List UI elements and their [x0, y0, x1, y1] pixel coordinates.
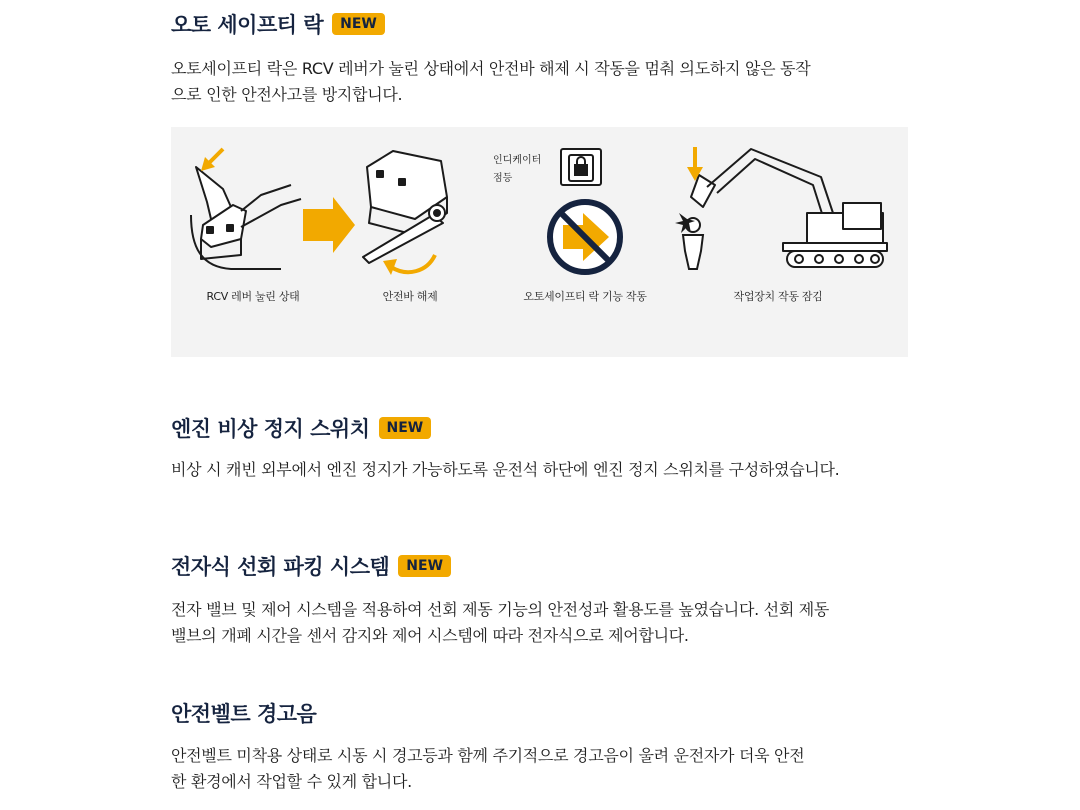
section-body-auto-safety-lock: [171, 56, 916, 108]
body-line: 으로 인한 안전사고를 방지합니다.: [171, 85, 403, 104]
safety-bar-icon: [363, 151, 447, 263]
step-arrow-icon: [303, 197, 355, 253]
section-title-text: 오토 세이프티 락: [171, 13, 324, 37]
section-title-swing-parking: [171, 551, 451, 581]
section-title-auto-safety-lock: [171, 9, 385, 39]
section-body-engine-emergency-stop: [171, 457, 916, 483]
caption-auto-safety-lock: 오토세이프티 락 기능 작동: [523, 290, 647, 303]
section-title-text: 안전벨트 경고음: [171, 702, 317, 726]
caption-rcv-lever: RCV 레버 눌린 상태: [206, 290, 300, 303]
rotate-arrow-icon: [383, 255, 435, 275]
indicator-label-line: 인디케이터: [493, 155, 542, 166]
indicator-label: [493, 152, 541, 188]
body-line: 안전벨트 미착용 상태로 시동 시 경고등과 함께 주기적으로 경고음이 울려 운전자가 더욱 안전: [171, 746, 805, 765]
section-body-swing-parking: [171, 597, 916, 649]
excavator-icon: [691, 149, 887, 267]
body-line: 전자 밸브 및 제어 시스템을 적용하여 선회 제동 기능의 안전성과 활용도를 높였습니다. 선회 제동: [171, 600, 830, 619]
section-body-seatbelt-warning: [171, 743, 916, 795]
section-title-text: 전자식 선회 파킹 시스템: [171, 555, 390, 579]
new-badge: NEW: [379, 417, 432, 439]
body-line: 밸브의 개폐 시간을 센서 감지와 제어 시스템에 따라 전자식으로 제어합니다.: [171, 626, 689, 645]
section-title-engine-emergency-stop: [171, 413, 431, 443]
body-line: 오토세이프티 락은 RCV 레버가 눌린 상태에서 안전바 해제 시 작동을 멈춰 의도하지 않은 동작: [171, 59, 811, 78]
indicator-lamp-icon: [561, 149, 601, 185]
section-title-text: 엔진 비상 정지 스위치: [171, 417, 370, 441]
body-line: 비상 시 캐빈 외부에서 엔진 정지가 가능하도록 운전석 하단에 엔진 정지 스위치를 구성하였습니다.: [171, 460, 840, 479]
worker-icon: [675, 213, 703, 269]
press-arrow-icon: [201, 149, 223, 171]
rcv-lever-icon: [191, 167, 301, 269]
new-badge: NEW: [398, 555, 451, 577]
indicator-label-line: 점등: [493, 173, 513, 184]
prohibited-arrow-icon: [550, 202, 620, 272]
new-badge: NEW: [332, 13, 385, 35]
section-title-seatbelt-warning: [171, 698, 316, 728]
body-line: 한 환경에서 작업할 수 있게 합니다.: [171, 772, 412, 791]
caption-safety-bar: 안전바 해제: [382, 290, 438, 303]
caption-work-device-locked: 작업장치 작동 잠김: [733, 290, 823, 303]
